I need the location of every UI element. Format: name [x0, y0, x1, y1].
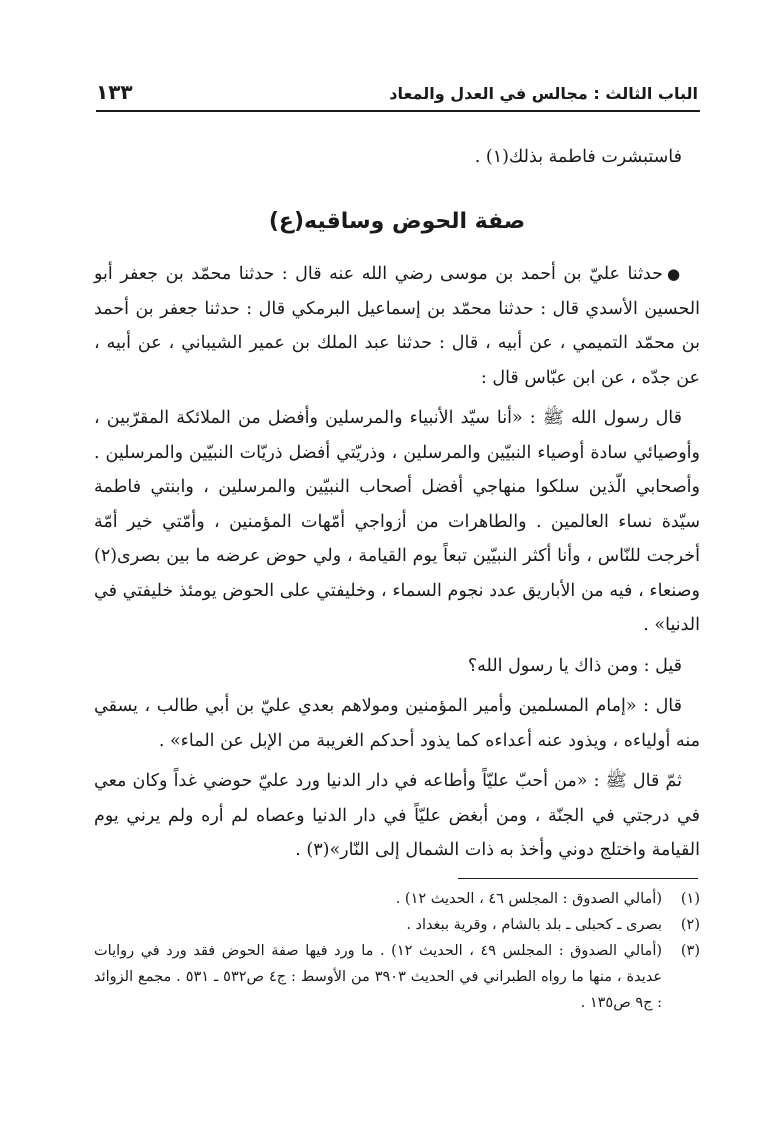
footnote-1 [94, 886, 700, 912]
page-number: ١٣٣ [96, 80, 133, 104]
paragraph-1: فاستبشرت فاطمة بذلك(١) . [474, 147, 682, 167]
paragraph-3: قال رسول الله ﷺ : «أنا سيّد الأنبياء والمرسلين وأفضل من الملائكة المقرّبين ، وأوصيائي سادة أوصياء النبيّين والمرسلين ، وذريّتي أفضل ذريّات النبيّين والمرسلين . وأصحابي الّذين سلكوا منهاجي أفضل أصحاب النبيّين والمرسلين ، وابنتي فاطمة سيّدة نساء العالمين . والطاهرات من أزواجي أمّهات المؤمنين ، وأمّتي خير أمّة أخرجت للنّاس ، وأنا أكثر النبيّين تبعاً يوم القيامة ، ولي حوض عرضه ما بين بصرى(٢) وصنعاء ، فيه من الأباريق عدد نجوم السماء ، وخليفتي على الحوض يومئذ خليفتي في الدنيا» . [94, 408, 700, 635]
paragraph-5: قال : «إمام المسلمين وأمير المؤمنين ومولاهم بعدي عليّ بن أبي طالب ، يسقي منه أولياءه ، ويذود عنه أعداءه كما يذود أحدكم الغريبة من الإبل عن الماء» . [94, 696, 700, 751]
footnote-text: بصرى ـ كحبلى ـ بلد بالشام ، وقرية ببغداد . [406, 917, 662, 933]
section-title: صفة الحوض وساقيه(ع) [268, 208, 526, 234]
running-title: الباب الثالث : مجالس في العدل والمعاد [389, 84, 698, 103]
footnote-rule [458, 878, 698, 879]
page-header [96, 80, 698, 110]
footnote-number: (١) [680, 891, 700, 907]
footnotes [94, 886, 700, 1016]
paragraph-6: ثمّ قال ﷺ : «من أحبّ عليّاً وأطاعه في دار الدنيا ورد عليّ حوضي غداً وكان معي في درجتي في الجنّة ، ومن أبغض عليّاً في دار الدنيا وعصاه لم أره ولم يرني يوم القيامة واختلج دوني وأخذ به ذات الشمال إلى النّار»(٣) . [94, 771, 700, 860]
bullet-icon: ● [666, 265, 682, 283]
paragraph-2 [94, 257, 700, 395]
paragraph-4: قيل : ومن ذاك يا رسول الله؟ [467, 655, 682, 676]
footnote-number: (٢) [680, 917, 700, 933]
header-rule [96, 110, 700, 112]
footnote-3 [94, 938, 700, 1016]
footnote-2 [94, 912, 700, 938]
footnote-number: (٣) [680, 943, 700, 959]
footnote-text: (أمالي الصدوق : المجلس ٤٩ ، الحديث ١٢) . ما ورد فيها صفة الحوض فقد ورد في روايات عديدة ، منها ما رواه الطبراني في الحديث ٣٩٠٣ من الأوسط : ج٤ ص٥٣٢ ـ ٥٣١ . مجمع الزوائد : ج٩ ص١٣٥ . [94, 943, 663, 1011]
paragraph-2-text: حدثنا عليّ بن أحمد بن موسى رضي الله عنه قال : حدثنا محمّد بن جعفر أبو الحسين الأسدي قال : حدثنا محمّد بن إسماعيل البرمكي قال : حدثنا جعفر بن أحمد بن محمّد التميمي ، عن أبيه ، قال : حدثنا عبد الملك بن عمير الشيباني ، عن أبيه ، عن جدّه ، عن ابن عبّاس قال : [94, 264, 700, 388]
body-text [94, 140, 700, 868]
footnote-text: (أمالي الصدوق : المجلس ٤٦ ، الحديث ١٢) . [395, 891, 662, 907]
